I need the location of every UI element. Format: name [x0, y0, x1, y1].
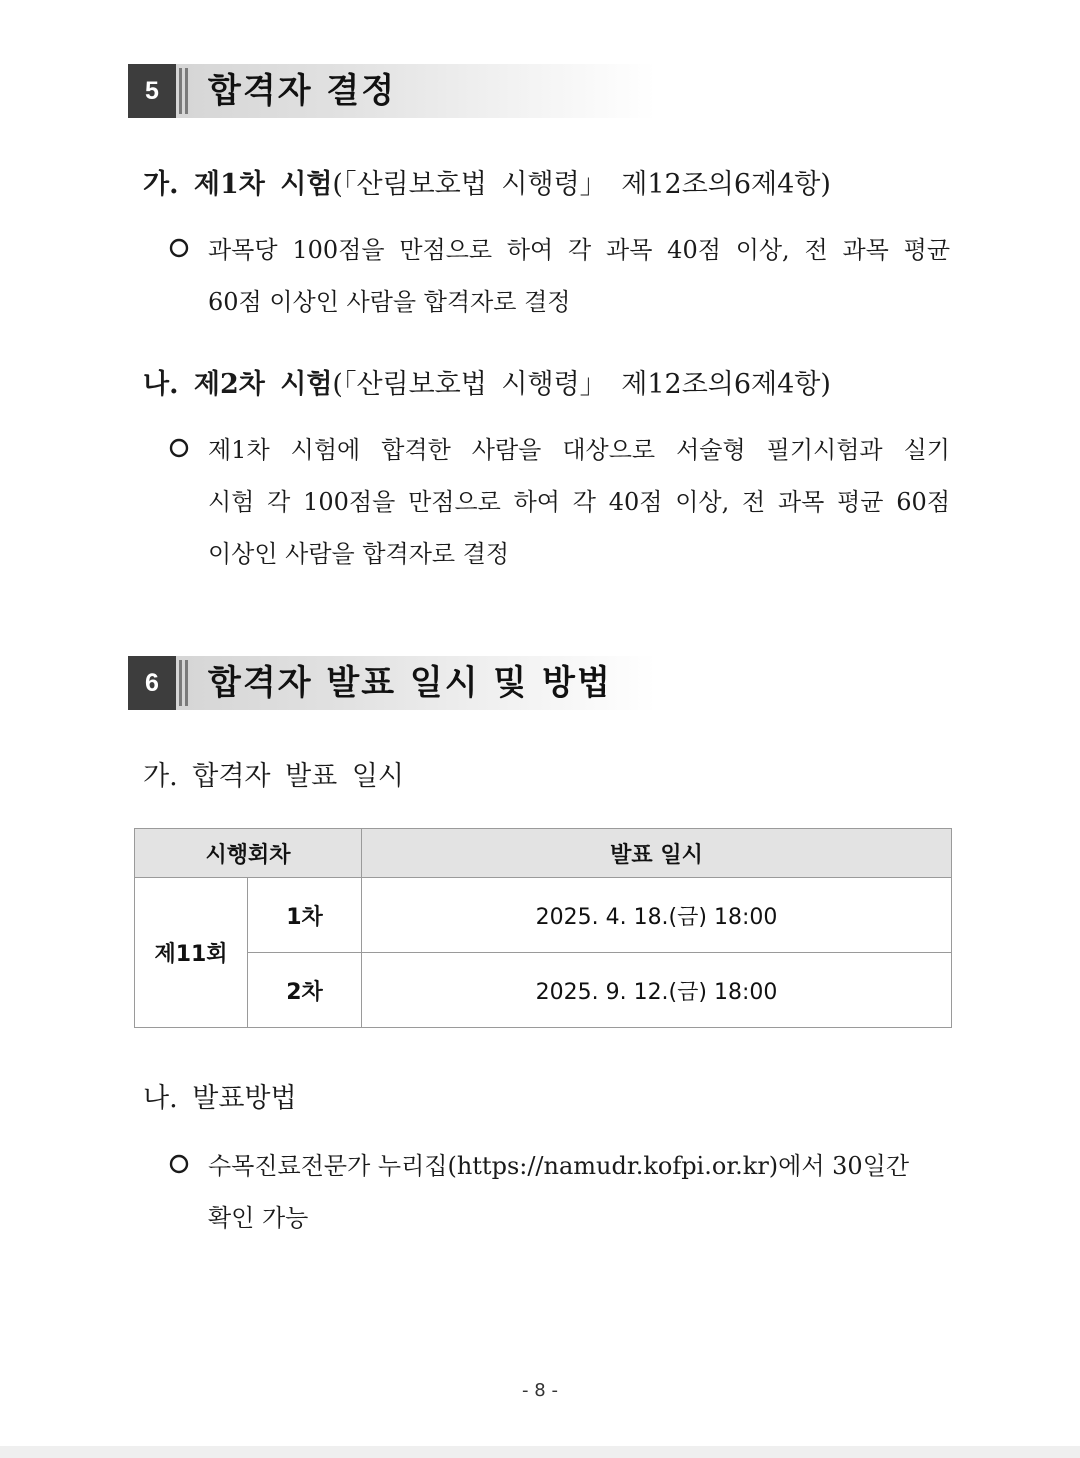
section-number: 6 — [128, 656, 176, 710]
bullet-line: 이상인 사람을 합격자로 결정 — [208, 540, 510, 568]
page-bottom-edge — [0, 1446, 1080, 1458]
header-divider — [176, 656, 194, 710]
bullet-line: 60점 이상인 사람을 합격자로 결정 — [208, 288, 571, 316]
subheading-first-exam: 가. 제1차 시험(「산림보호법 시행령」 제12조의6제4항) — [143, 169, 831, 200]
header-divider — [176, 64, 194, 118]
section-5-header — [128, 64, 656, 118]
page-number: - 8 - — [522, 1380, 558, 1401]
announcement-table — [134, 828, 952, 1028]
subheading-announce-date: 가. 합격자 발표 일시 — [143, 761, 404, 792]
header-round: 시행회차 — [135, 829, 362, 878]
table-row — [135, 878, 952, 953]
bullet-line: 제1차 시험에 합격한 사람을 대상으로 서술형 필기시험과 실기 — [208, 436, 950, 464]
table-header-row — [135, 829, 952, 878]
section-number: 5 — [128, 64, 176, 118]
bullet-line: 확인 가능 — [208, 1204, 309, 1232]
circle-bullet-icon — [168, 1153, 192, 1177]
circle-bullet-icon — [168, 437, 192, 461]
bullet-line: 수목진료전문가 누리집(https://namudr.kofpi.or.kr)에서 30일간 — [208, 1152, 910, 1180]
section-6-header — [128, 656, 656, 710]
datetime-cell: 2025. 4. 18.(금) 18:00 — [362, 878, 952, 953]
round-cell: 2차 — [248, 953, 362, 1028]
subheading-second-exam: 나. 제2차 시험(「산림보호법 시행령」 제12조의6제4항) — [143, 369, 831, 400]
group-label: 제11회 — [135, 878, 248, 1028]
round-cell: 1차 — [248, 878, 362, 953]
circle-bullet-icon — [168, 237, 192, 261]
bullet-line: 시험 각 100점을 만점으로 하여 각 40점 이상, 전 과목 평균 60점 — [208, 488, 950, 516]
table-row — [135, 953, 952, 1028]
section-title: 합격자 발표 일시 및 방법 — [208, 663, 612, 703]
datetime-cell: 2025. 9. 12.(금) 18:00 — [362, 953, 952, 1028]
section-title: 합격자 결정 — [208, 71, 397, 111]
bullet-line: 과목당 100점을 만점으로 하여 각 과목 40점 이상, 전 과목 평균 — [208, 236, 950, 264]
header-datetime: 발표 일시 — [362, 829, 952, 878]
subheading-announce-method: 나. 발표방법 — [143, 1083, 297, 1114]
